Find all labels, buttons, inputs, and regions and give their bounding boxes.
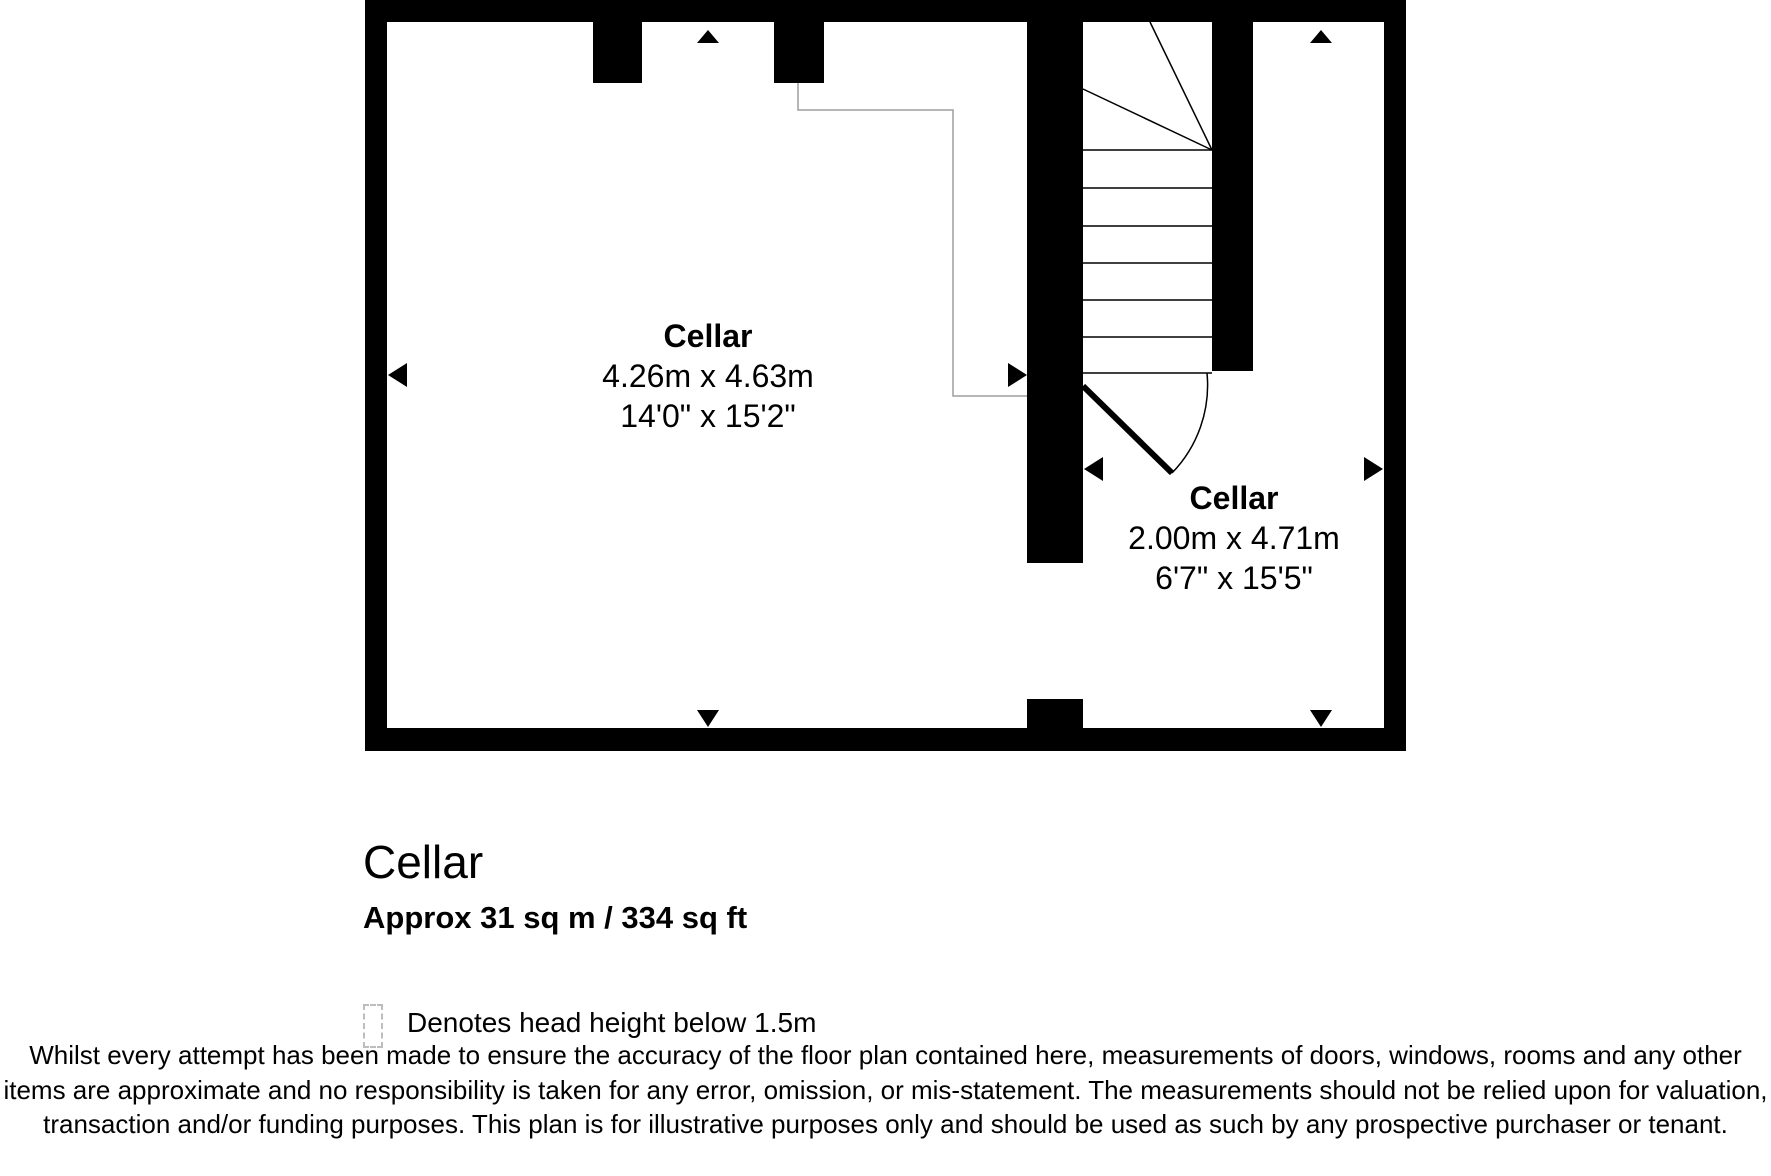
room-label-cellar-side (1128, 480, 1340, 596)
outer-wall-bottom (365, 728, 1406, 751)
stair-wall (1212, 22, 1253, 371)
door-leaf (1083, 386, 1172, 473)
staircase (1083, 22, 1212, 373)
arrow-down-left-room (697, 710, 719, 727)
room-dimensions-metric: 2.00m x 4.71m (1128, 520, 1340, 556)
door-swing-arc (1172, 373, 1208, 473)
room-name: Cellar (663, 318, 753, 354)
arrow-up-left-room (697, 30, 719, 43)
dividing-wall (1027, 22, 1083, 563)
room-dimensions-imperial: 14'0" x 15'2" (620, 398, 796, 434)
arrow-left-left-room (388, 363, 407, 387)
disclaimer: Whilst every attempt has been made to ensure the accuracy of the floor plan contained here, measurements of doors, windows, rooms and any other items are approximate and no responsibility is taken for any error, omission, or mis-statement. The measurements should not be relied upon for valuation, transaction and/or funding purposes. This plan is for illustrative purposes only and should be used as such by any prospective purchaser or tenant. (3, 1040, 1768, 1139)
floor-area: Approx 31 sq m / 334 sq ft (363, 900, 748, 935)
room-label-cellar-main (602, 318, 814, 434)
arrow-right-left-room (1008, 363, 1027, 387)
room-name: Cellar (1189, 480, 1279, 516)
outer-wall-top (365, 0, 1406, 22)
arrow-right-right-room (1364, 457, 1383, 481)
chimney-breast-right (774, 22, 824, 83)
room-dimensions-imperial: 6'7" x 15'5" (1155, 560, 1313, 596)
floor-title: Cellar (363, 836, 484, 888)
arrow-up-right-room (1310, 30, 1332, 43)
outer-wall-right (1384, 0, 1406, 751)
thin-boundary-line (798, 83, 1027, 396)
arrow-down-right-room (1310, 710, 1332, 727)
arrow-left-right-room (1084, 457, 1103, 481)
legend-text: Denotes head height below 1.5m (407, 1007, 817, 1038)
room-dimensions-metric: 4.26m x 4.63m (602, 358, 814, 394)
bottom-pier (1027, 699, 1083, 728)
chimney-breast-left (593, 22, 642, 83)
outer-wall-left (365, 0, 387, 751)
